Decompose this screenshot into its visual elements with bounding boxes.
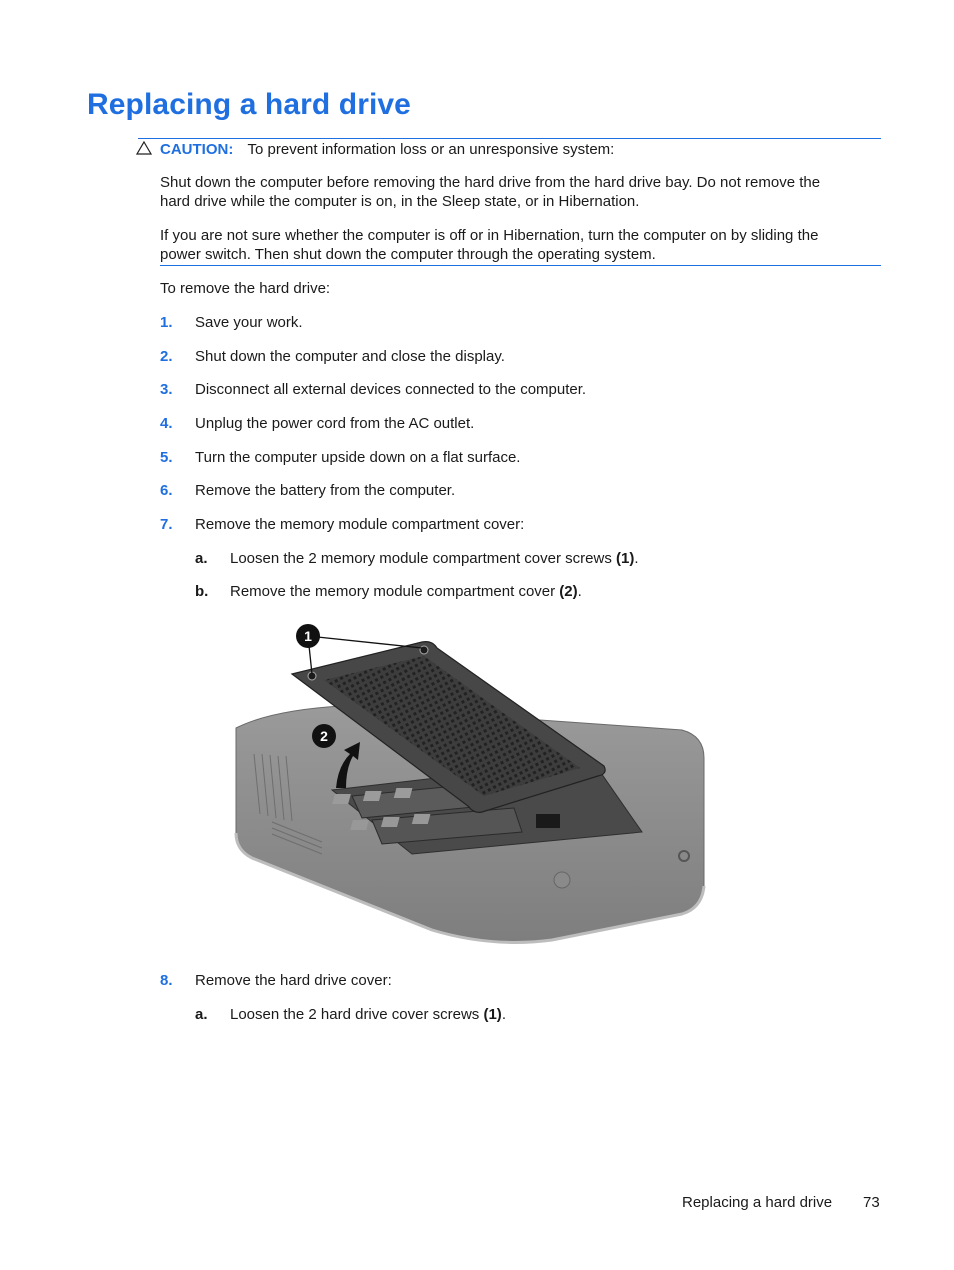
sub-step-text — [230, 1005, 506, 1024]
caution-top-rule — [138, 138, 881, 139]
sub-step-letter: a. — [195, 550, 208, 567]
page-title: Replacing a hard drive — [87, 88, 411, 121]
step-number: 5. — [160, 449, 173, 466]
memory-cover-illustration — [232, 618, 710, 948]
callout-ref: (1) — [616, 550, 635, 567]
caution-para2-line1: If you are not sure whether the computer is off or in Hibernation, turn the computer on by sliding the — [160, 227, 819, 244]
step-number: 1. — [160, 314, 173, 331]
callout-1-label: 1 — [304, 628, 312, 644]
caution-bottom-rule — [160, 265, 881, 266]
sub-step-end: . — [577, 583, 582, 600]
step-text: Remove the battery from the computer. — [195, 482, 456, 499]
step-text: Remove the memory module compartment cover: — [195, 516, 525, 533]
step-number: 4. — [160, 415, 173, 432]
step-text: Save your work. — [195, 314, 303, 331]
step-number: 2. — [160, 348, 173, 365]
callout-ref: (1) — [483, 1006, 502, 1023]
callout-ref: (2) — [559, 583, 578, 600]
sub-step-text — [230, 582, 582, 601]
step-text: Turn the computer upside down on a flat surface. — [195, 449, 521, 466]
step-number: 3. — [160, 381, 173, 398]
sub-step-body: Loosen the 2 memory module compartment cover screws — [230, 550, 616, 567]
sub-step-body: Remove the memory module compartment cover — [230, 583, 560, 600]
step-number: 8. — [160, 972, 173, 989]
intro-text: To remove the hard drive: — [160, 280, 331, 297]
caution-text: To prevent information loss or an unresponsive system: — [247, 141, 615, 158]
sub-step-text — [230, 549, 639, 568]
caution-para2-line2: power switch. Then shut down the computer through the operating system. — [160, 246, 656, 263]
sub-step-end: . — [634, 550, 639, 567]
page-number: 73 — [863, 1194, 880, 1211]
caution-label: CAUTION: — [160, 141, 234, 158]
step-text: Remove the hard drive cover: — [195, 972, 392, 989]
sub-step-letter: a. — [195, 1006, 208, 1023]
sub-step-end: . — [501, 1006, 506, 1023]
sub-step-body: Loosen the 2 hard drive cover screws — [230, 1006, 484, 1023]
step-number: 7. — [160, 516, 173, 533]
footer-section-title: Replacing a hard drive — [682, 1194, 833, 1211]
caution-icon — [136, 140, 152, 156]
caution-para1-line2: hard drive while the computer is on, in the Sleep state, or in Hibernation. — [160, 193, 640, 210]
caution-para1-line1: Shut down the computer before removing the hard drive from the hard drive bay. Do not remove the — [160, 174, 821, 191]
sub-step-letter: b. — [195, 583, 209, 600]
callout-2-label: 2 — [320, 728, 328, 744]
caution-line — [160, 140, 614, 159]
step-text: Shut down the computer and close the display. — [195, 348, 505, 365]
step-text: Unplug the power cord from the AC outlet. — [195, 415, 475, 432]
step-number: 6. — [160, 482, 173, 499]
step-text: Disconnect all external devices connected to the computer. — [195, 381, 587, 398]
